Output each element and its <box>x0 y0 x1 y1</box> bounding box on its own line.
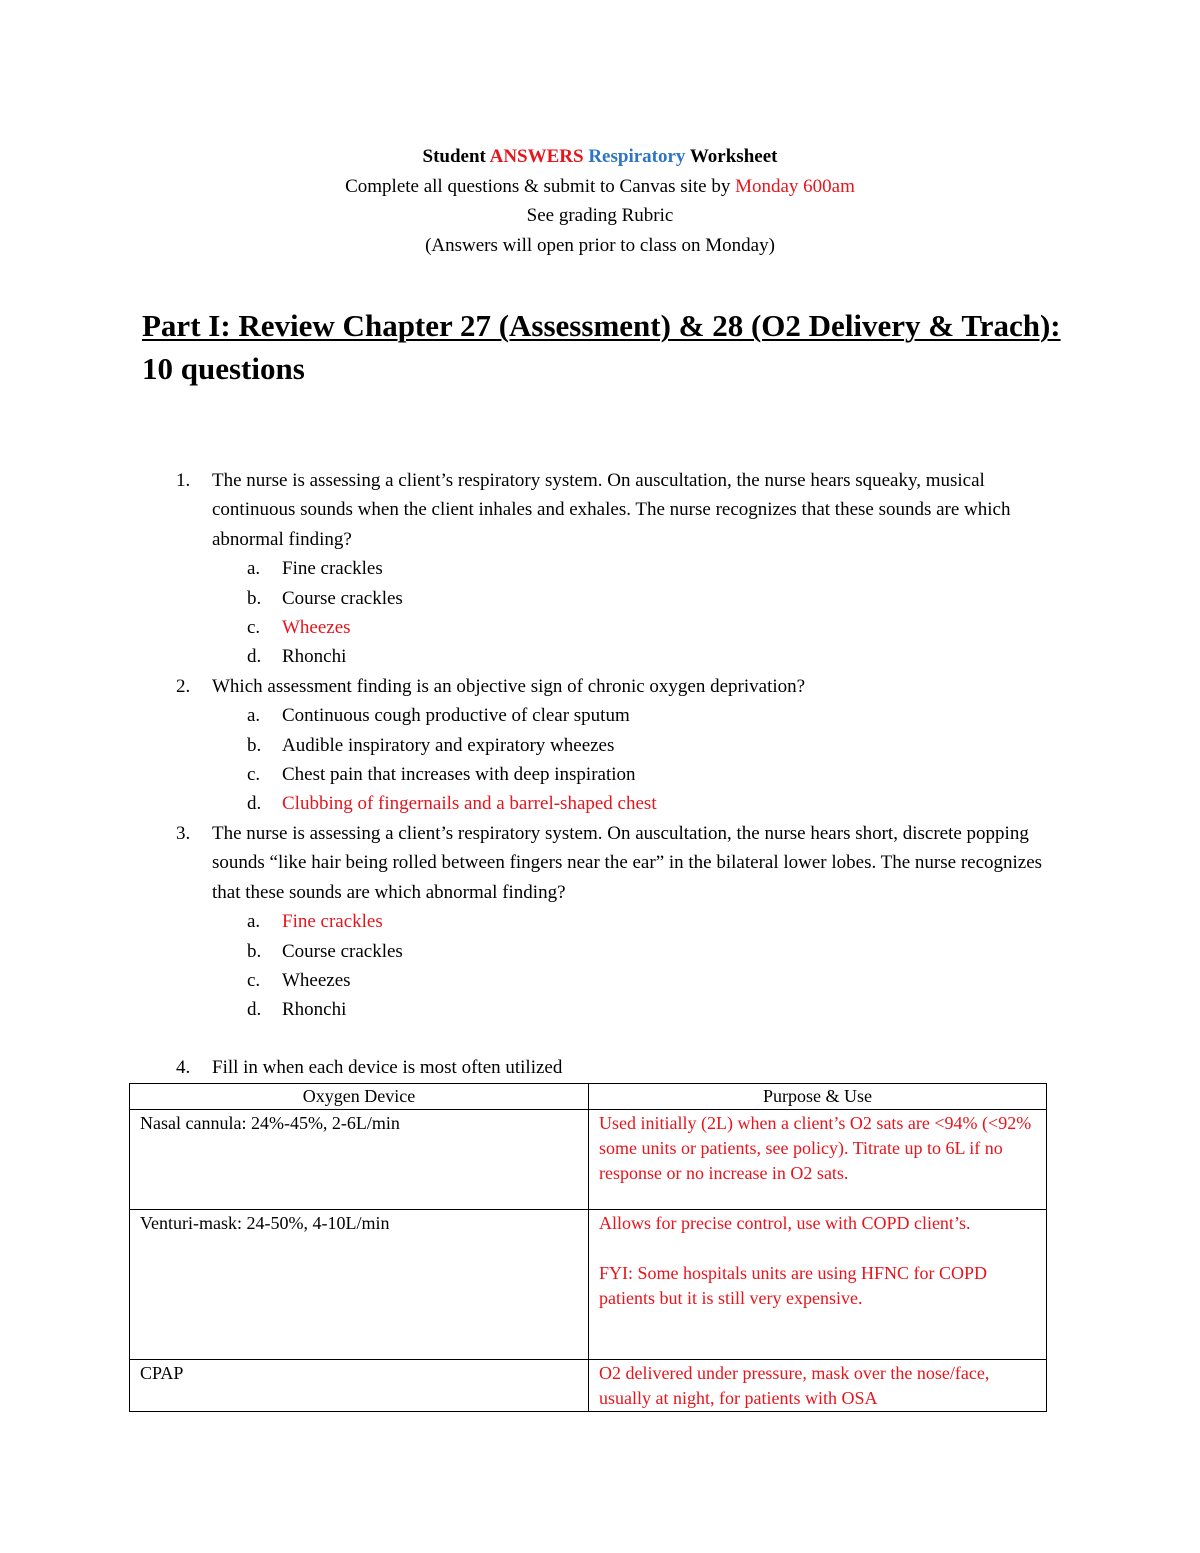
answer-option-correct <box>142 789 1072 818</box>
option-letter: b. <box>247 734 262 756</box>
option-letter: a. <box>247 911 261 933</box>
spacer <box>599 1236 1036 1261</box>
question <box>142 466 1072 554</box>
option-text: Continuous cough productive of clear sputum <box>282 705 630 727</box>
part-heading-underlined: Part I: Review Chapter 27 (Assessment) & 28 (O2 Delivery & Trach): <box>142 308 1061 343</box>
answer-option <box>142 760 1072 789</box>
question-number: 3. <box>176 822 191 844</box>
question-number: 1. <box>176 470 191 491</box>
table-row <box>130 1360 1047 1412</box>
option-letter: d. <box>247 999 262 1021</box>
device-cell: Venturi-mask: 24-50%, 4-10L/min <box>130 1210 589 1360</box>
purpose-text: O2 delivered under pressure, mask over the nose/face, usually at night, for patients with OSA <box>599 1363 990 1408</box>
question <box>142 1053 1072 1082</box>
option-text: Rhonchi <box>282 646 347 668</box>
answer-option <box>142 584 1072 613</box>
answer-option <box>142 701 1072 730</box>
option-text: Course crackles <box>282 587 403 609</box>
worksheet-header <box>0 142 1200 260</box>
option-text: Audible inspiratory and expiratory wheezes <box>282 734 615 756</box>
purpose-text: Used initially (2L) when a client’s O2 sats are <94% (<92% some units or patients, see policy). Titrate up to 6L if no response or no increase in O2 sats. <box>599 1113 1032 1183</box>
spacer <box>142 1025 1072 1053</box>
submission-text: Complete all questions & submit to Canvas site by <box>345 175 731 197</box>
option-letter: c. <box>247 617 261 639</box>
part-heading <box>142 304 1062 390</box>
answer-option <box>142 642 1072 671</box>
question-text: The nurse is assessing a client’s respiratory system. On auscultation, the nurse hears squeaky, musical continuous sounds when the client inhales and exhales. The nurse recognizes that these sounds are which abnormal finding? <box>212 470 1011 550</box>
option-text: Fine crackles <box>282 558 383 580</box>
option-letter: b. <box>247 587 262 609</box>
option-letter: a. <box>247 558 261 580</box>
option-text-correct: Fine crackles <box>282 911 383 933</box>
purpose-text: FYI: Some hospitals units are using HFNC for COPD patients but it is still very expensive. <box>599 1263 988 1308</box>
question <box>142 819 1072 907</box>
question-list <box>142 466 1072 1082</box>
purpose-cell <box>589 1210 1047 1360</box>
question <box>142 672 1072 701</box>
option-text: Course crackles <box>282 940 403 962</box>
column-header-device: Oxygen Device <box>130 1084 589 1110</box>
option-text: Wheezes <box>282 969 351 991</box>
option-letter: d. <box>247 646 262 668</box>
table-header-row <box>130 1084 1047 1110</box>
option-text: Rhonchi <box>282 999 347 1021</box>
answer-option <box>142 966 1072 995</box>
device-cell: Nasal cannula: 24%-45%, 2-6L/min <box>130 1110 589 1210</box>
title-worksheet: Worksheet <box>689 146 778 167</box>
option-letter: c. <box>247 969 261 991</box>
answer-option <box>142 937 1072 966</box>
column-header-purpose: Purpose & Use <box>589 1084 1047 1110</box>
table-row <box>130 1210 1047 1360</box>
part-heading-rest: 10 questions <box>142 351 305 386</box>
answer-option-correct <box>142 613 1072 642</box>
purpose-text: Allows for precise control, use with COPD client’s. <box>599 1213 971 1233</box>
question-text: Fill in when each device is most often utilized <box>212 1056 563 1078</box>
question-text: Which assessment finding is an objective sign of chronic oxygen deprivation? <box>212 675 806 697</box>
answer-option-correct <box>142 907 1072 936</box>
option-text-correct: Wheezes <box>282 617 351 639</box>
option-letter: d. <box>247 793 262 815</box>
option-text-correct: Clubbing of fingernails and a barrel-shaped chest <box>282 793 657 815</box>
title-student: Student <box>422 146 486 167</box>
question-text: The nurse is assessing a client’s respiratory system. On auscultation, the nurse hears short, discrete popping sounds “like hair being rolled between fingers near the ear” in the bilateral lower lobes. The nurse recognizes that these sounds are which abnormal finding? <box>212 822 1043 903</box>
answers-open-note: (Answers will open prior to class on Monday) <box>425 234 775 256</box>
answer-option <box>142 554 1072 583</box>
question-number: 2. <box>176 675 191 697</box>
answer-option <box>142 731 1072 760</box>
purpose-cell <box>589 1360 1047 1412</box>
grading-rubric-note: See grading Rubric <box>526 205 674 226</box>
submission-instructions <box>0 172 1200 202</box>
answer-option <box>142 995 1072 1024</box>
title-respiratory: Respiratory <box>588 146 686 167</box>
device-cell: CPAP <box>130 1360 589 1412</box>
option-letter: c. <box>247 764 261 786</box>
oxygen-device-table <box>129 1083 1047 1412</box>
purpose-cell <box>589 1110 1047 1210</box>
table-row <box>130 1110 1047 1210</box>
option-letter: b. <box>247 940 262 962</box>
worksheet-title <box>0 142 1200 172</box>
title-answers: ANSWERS <box>489 146 584 167</box>
option-text: Chest pain that increases with deep inspiration <box>282 764 636 786</box>
submission-deadline: Monday 600am <box>735 175 855 197</box>
option-letter: a. <box>247 705 261 727</box>
question-number: 4. <box>176 1056 191 1078</box>
